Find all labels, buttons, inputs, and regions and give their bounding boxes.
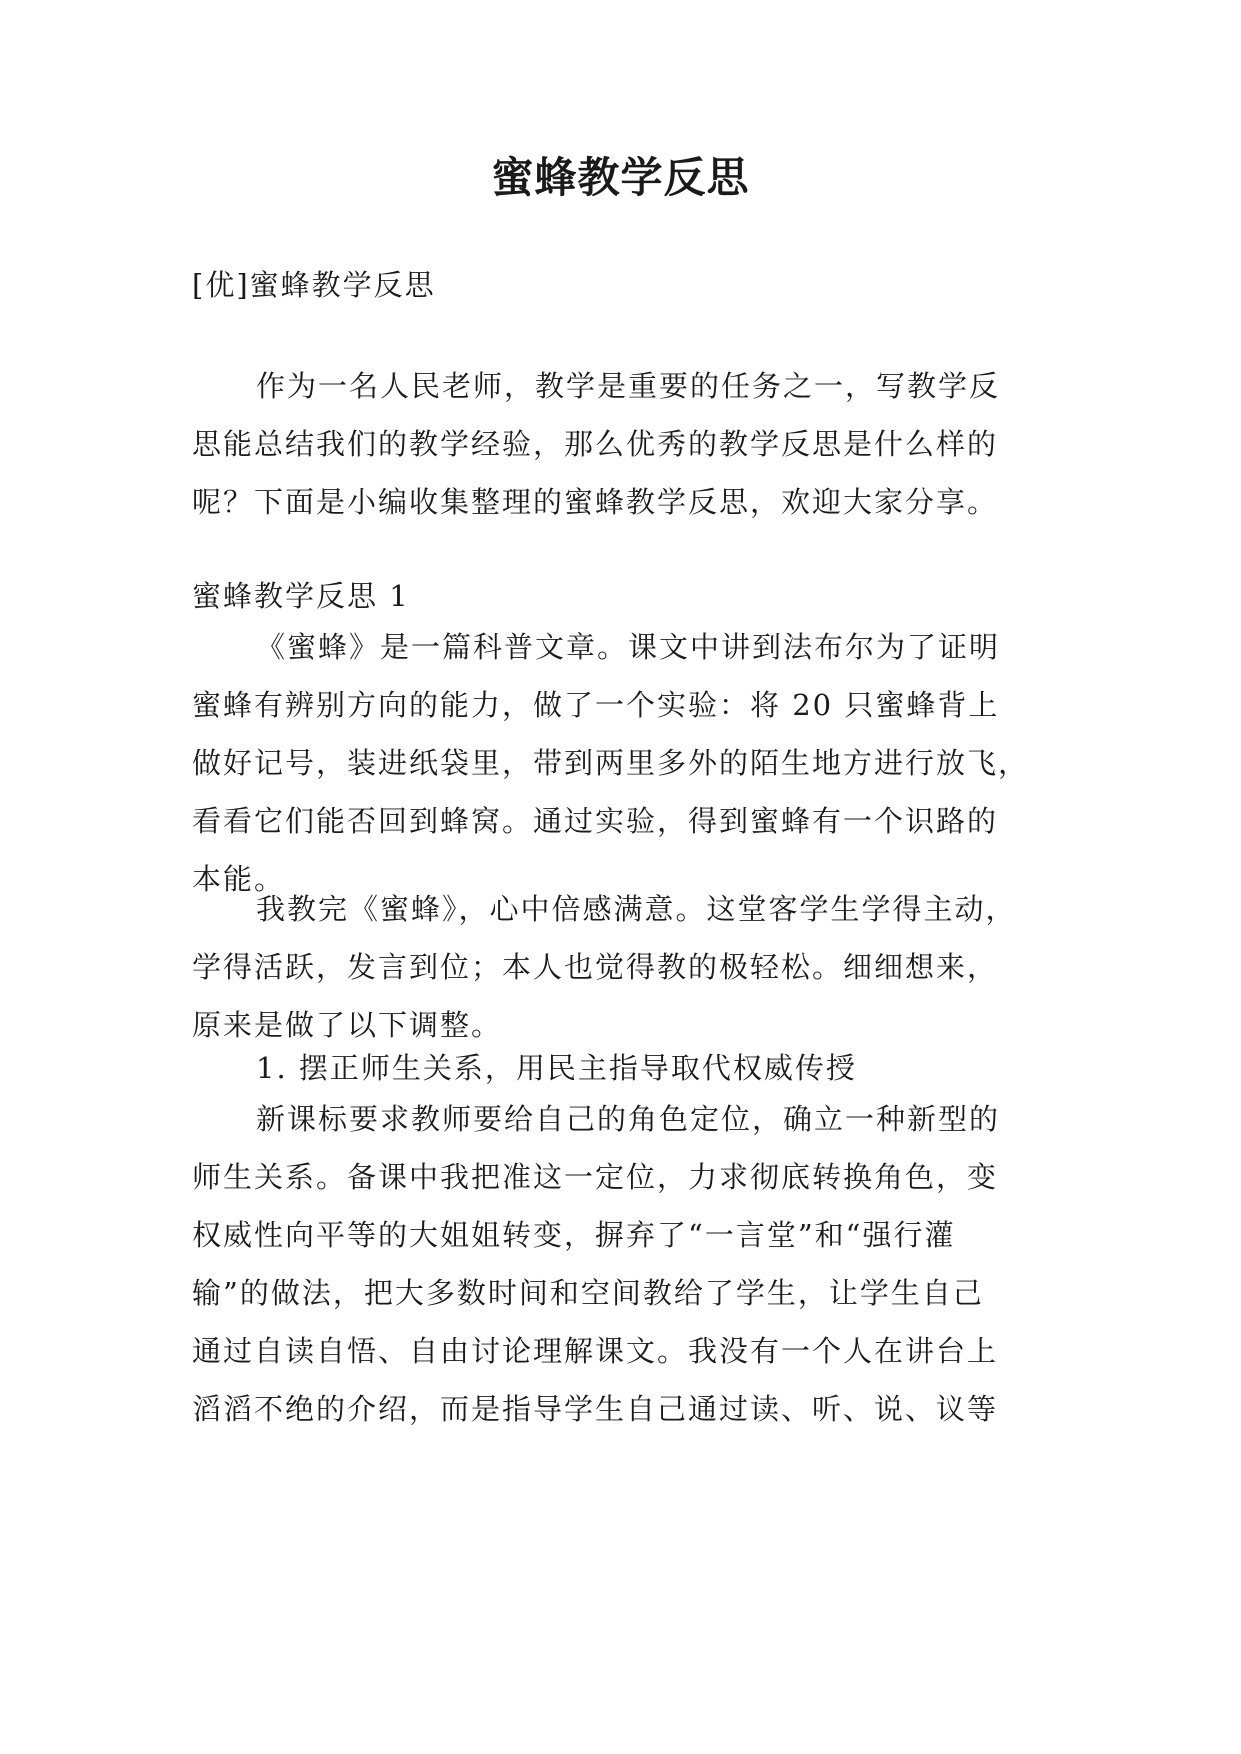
document-subtitle (192, 256, 1052, 314)
point-heading: 1. 摆正师生关系，用民主指导取代权威传授 (256, 1051, 857, 1085)
section-heading (192, 567, 1052, 625)
page-title: 蜜蜂教学反思 (491, 153, 750, 202)
paragraph-line: 做好记号，装进纸袋里，带到两里多外的陌生地方进行放飞， (192, 746, 1030, 780)
paragraph-line: 师生关系。备课中我把准这一定位，力求彻底转换角色，变 (192, 1160, 999, 1194)
paragraph-line: 本能。 (192, 862, 286, 896)
paragraph-line: 原来是做了以下调整。 (192, 1008, 503, 1042)
intro-paragraph (192, 357, 1052, 531)
paragraph-1 (192, 618, 1052, 908)
paragraph-line: 学得活跃，发言到位；本人也觉得教的极轻松。细细想来， (192, 950, 999, 984)
paragraph-line: 新课标要求教师要给自己的角色定位，确立一种新型的 (256, 1102, 1001, 1136)
intro-line: 呢？下面是小编收集整理的蜜蜂教学反思，欢迎大家分享。 (192, 485, 999, 519)
paragraph-line: 滔滔不绝的介绍，而是指导学生自己通过读、听、说、议等 (192, 1392, 999, 1426)
paragraph-line: 《蜜蜂》是一篇科普文章。课文中讲到法布尔为了证明 (256, 630, 1001, 664)
point-1 (192, 1039, 1052, 1097)
paragraph-line: 通过自读自悟、自由讨论理解课文。我没有一个人在讲台上 (192, 1334, 999, 1368)
intro-line: 作为一名人民老师，教学是重要的任务之一，写教学反 (256, 369, 1001, 403)
paragraph-line: 输”的做法，把大多数时间和空间教给了学生，让学生自己 (192, 1276, 984, 1310)
paragraph-3 (192, 1090, 1052, 1438)
subtitle-line: [优]蜜蜂教学反思 (192, 268, 436, 302)
paragraph-line: 看看它们能否回到蜂窝。通过实验，得到蜜蜂有一个识路的 (192, 804, 999, 838)
intro-line: 思能总结我们的教学经验，那么优秀的教学反思是什么样的 (192, 427, 999, 461)
paragraph-line: 蜜蜂有辨别方向的能力，做了一个实验：将 20 只蜜蜂背上 (192, 688, 1000, 722)
paragraph-2 (192, 880, 1052, 1054)
paragraph-line: 我教完《蜜蜂》，心中倍感满意。这堂客学生学得主动， (256, 892, 1017, 926)
section-heading-text: 蜜蜂教学反思 1 (192, 579, 410, 613)
paragraph-line: 权威性向平等的大姐姐转变，摒弃了“一言堂”和“强行灌 (192, 1218, 956, 1252)
